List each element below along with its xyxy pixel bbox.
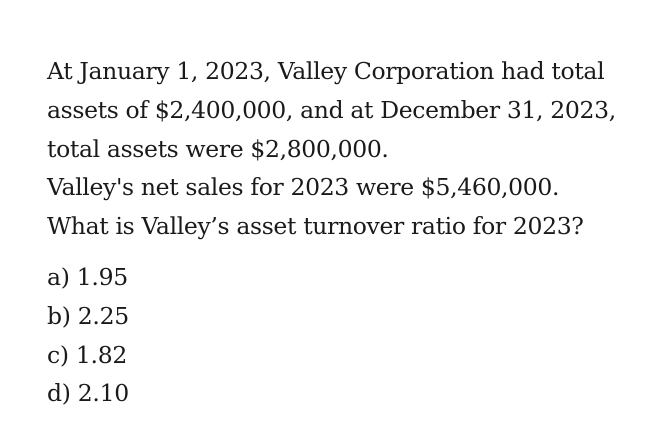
option-a: a) 1.95 <box>47 263 128 291</box>
question-line: Valley's net sales for 2023 were $5,460,000. <box>47 173 560 202</box>
question-line: What is Valley’s asset turnover ratio for 2023? <box>47 212 584 241</box>
question-line: At January 1, 2023, Valley Corporation had total <box>47 57 605 85</box>
question-text <box>47 52 637 246</box>
answer-options <box>47 258 129 413</box>
question-line: total assets were $2,800,000. <box>47 134 389 163</box>
question-line: assets of $2,400,000, and at December 31, 2023, <box>47 95 616 124</box>
option-c: c) 1.82 <box>47 340 128 369</box>
option-b: b) 2.25 <box>47 301 129 330</box>
option-d: d) 2.10 <box>47 379 129 408</box>
